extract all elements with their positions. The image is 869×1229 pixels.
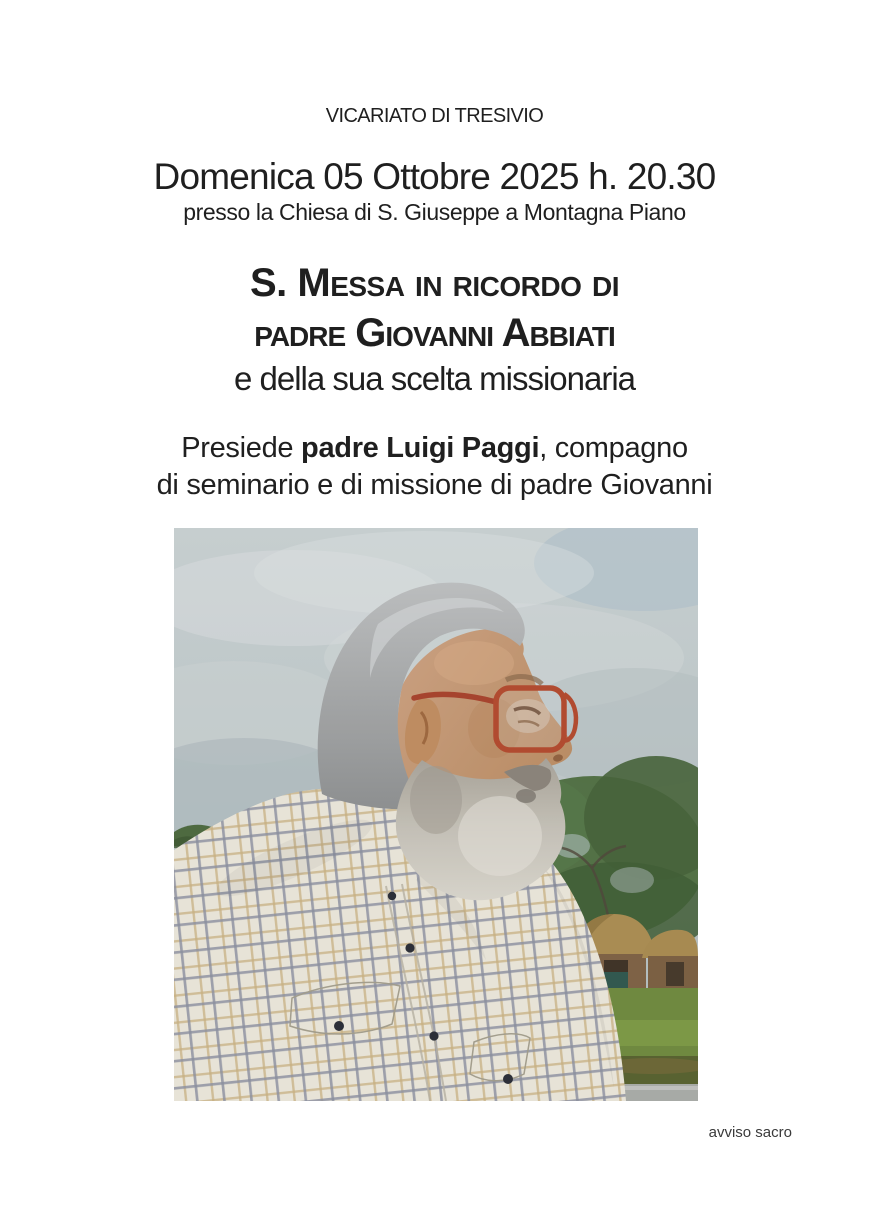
portrait-photo xyxy=(174,528,698,1101)
event-date-line: Domenica 05 Ottobre 2025 h. 20.30 xyxy=(153,156,716,197)
title-line-2: padre Giovanni Abbiati xyxy=(254,311,615,355)
presider-line-2: di seminario e di missione di padre Giovanni xyxy=(156,469,713,501)
title-line-1: S. Messa in ricordo di xyxy=(249,261,620,305)
presider-prefix: Presiede xyxy=(181,432,302,464)
presider-name: padre Luigi Paggi xyxy=(301,432,540,464)
footer-note: avviso sacro xyxy=(708,1124,792,1141)
photo-tone-overlay xyxy=(174,528,698,1101)
organization-line: VICARIATO DI TRESIVIO xyxy=(325,105,544,127)
presider-suffix: , compagno xyxy=(539,432,688,464)
presider-line-1 xyxy=(0,434,869,463)
portrait-photo-illustration xyxy=(174,528,698,1101)
title-line-3: e della sua scelta missionaria xyxy=(233,360,636,397)
event-venue-line: presso la Chiesa di S. Giuseppe a Montagna Piano xyxy=(183,199,686,225)
